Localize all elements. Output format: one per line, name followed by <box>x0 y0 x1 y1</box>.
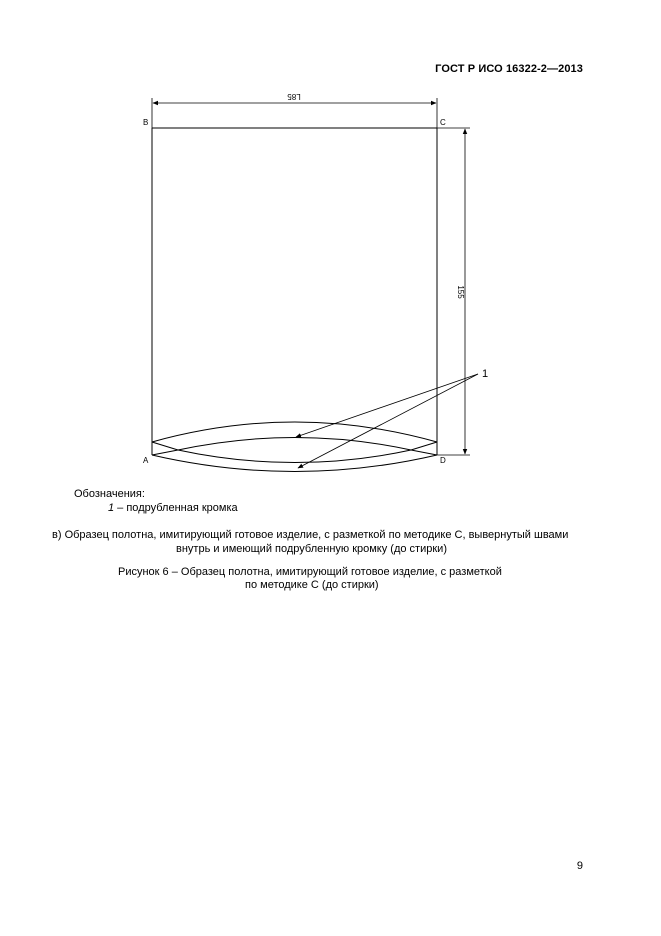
corner-label-c: C <box>440 118 446 127</box>
page-number: 9 <box>576 860 583 872</box>
legend-title: Обозначения: <box>74 488 145 500</box>
corner-label-d: D <box>440 456 446 465</box>
figure-caption <box>118 566 558 592</box>
hem-inner-bottom <box>178 450 411 463</box>
width-dimension-label: L85 <box>287 92 301 101</box>
hem-inner-top <box>178 438 411 451</box>
hem-right-tip <box>411 442 437 455</box>
corner-label-a: A <box>143 456 149 465</box>
hem-outer-bottom <box>152 455 437 472</box>
figure-caption-line1: Рисунок 6 – Образец полотна, имитирующий готовое изделие, с разметкой <box>118 566 502 578</box>
subfigure-caption-line1: в) Образец полотна, имитирующий готовое изделие, с разметкой по методике С, вывернутый швами <box>52 529 569 541</box>
callout-number: 1 <box>482 368 489 380</box>
standard-header: ГОСТ Р ИСО 16322-2—2013 <box>435 63 583 75</box>
callout-leader-lower <box>298 374 478 468</box>
hem-left-tip <box>152 442 178 455</box>
legend-item-text: – подрубленная кромка <box>114 502 238 514</box>
subfigure-caption <box>52 528 582 556</box>
hem-outer-top <box>152 422 437 442</box>
corner-label-b: B <box>143 118 149 127</box>
legend-item-number: 1 <box>108 502 115 514</box>
callout-leader-upper <box>296 374 478 437</box>
figure-caption-line2: по методике С (до стирки) <box>245 579 379 591</box>
height-dimension-label: 155 <box>456 285 465 299</box>
subfigure-caption-line2: внутрь и имеющий подрубленную кромку (до стирки) <box>176 543 447 555</box>
legend-item <box>108 502 238 514</box>
